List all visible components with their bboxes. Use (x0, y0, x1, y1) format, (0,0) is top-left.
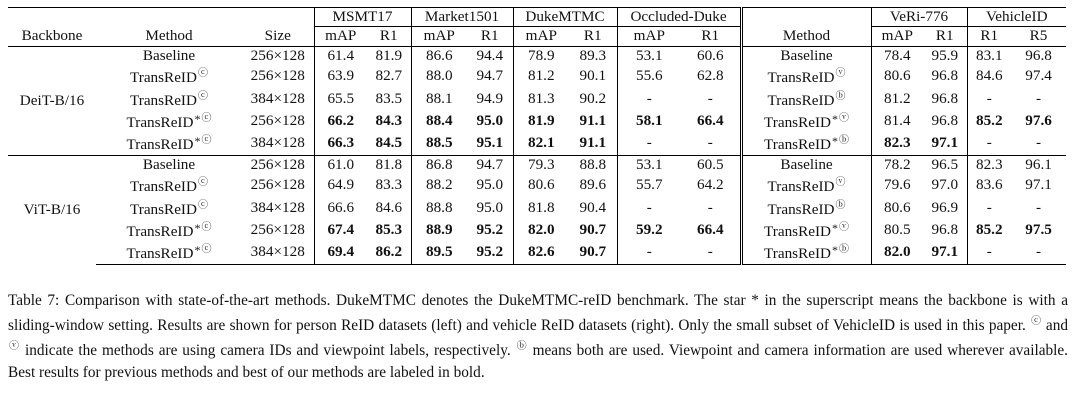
size-cell: 256×128 (250, 46, 305, 64)
info-symbol: ⓑ (839, 244, 849, 256)
value-cell: - (707, 134, 713, 152)
value-cell: 96.8 (931, 89, 959, 107)
value-cell: - (617, 132, 681, 155)
value-cell: 95.9 (931, 46, 959, 64)
group-header: DukeMTMC (513, 8, 617, 27)
camera-symbol: ⓒ (197, 68, 208, 80)
value-cell: 88.5 (411, 132, 467, 155)
value-cell: 84.5 (375, 134, 403, 152)
caption-text: and (1041, 317, 1068, 335)
method-cell (96, 88, 242, 110)
value-cell: 88.1 (411, 88, 467, 110)
value-cell: 85.2 (967, 110, 1011, 132)
value-cell: 90.4 (579, 198, 607, 216)
method-name: TransReID (767, 69, 835, 87)
value-cell: 53.1 (617, 46, 681, 65)
value-cell: 96.8 (931, 112, 959, 130)
method-name: TransReID (764, 245, 831, 263)
value-cell: - (617, 197, 681, 219)
value-cell: 96.8 (1025, 46, 1052, 64)
metric-header: mAP (411, 27, 467, 46)
value-cell: 97.1 (1025, 176, 1052, 194)
value-cell: 55.6 (617, 65, 681, 87)
column-header: Backbone (8, 27, 96, 46)
value-cell: 85.3 (375, 221, 403, 239)
info-symbol: ⓥ (835, 68, 846, 80)
method-cell (96, 197, 242, 219)
value-cell: 81.9 (375, 46, 403, 64)
sliding-window-star: * (194, 243, 201, 258)
camera-symbol: ⓒ (201, 222, 212, 234)
method-name: TransReID (764, 136, 831, 154)
size-cell: 256×128 (250, 221, 305, 239)
method-cell (96, 241, 242, 264)
value-cell: 61.0 (314, 155, 367, 174)
value-cell: 90.7 (579, 221, 607, 239)
value-cell: - (967, 197, 1011, 219)
value-cell: 96.9 (931, 198, 959, 216)
value-cell: 94.7 (467, 155, 513, 174)
value-cell: 66.4 (696, 221, 724, 239)
size-cell: 256×128 (250, 112, 305, 130)
method-name: TransReID (130, 178, 197, 196)
sliding-window-star: * (832, 112, 838, 127)
value-cell: 85.2 (967, 219, 1011, 241)
value-cell: 95.1 (476, 134, 504, 152)
method-cell (96, 219, 242, 241)
value-cell: 96.5 (923, 155, 967, 174)
camera-symbol: ⓒ (201, 244, 212, 256)
metric-header: mAP (314, 27, 367, 46)
value-cell: - (1036, 198, 1042, 216)
value-cell: 95.0 (476, 176, 504, 194)
value-cell: 82.0 (513, 219, 569, 241)
value-cell: 96.8 (931, 67, 959, 85)
value-cell: 66.3 (314, 132, 367, 155)
metric-header: mAP (617, 27, 681, 46)
size-cell: 384×128 (250, 134, 305, 152)
value-cell: - (707, 198, 713, 216)
method-name: Baseline (780, 155, 833, 173)
info-symbol: ⓥ (835, 177, 846, 189)
value-cell: 60.6 (696, 46, 724, 64)
sliding-window-star: * (194, 134, 201, 149)
vehicle-method-cell (741, 219, 871, 241)
value-cell: - (707, 89, 713, 107)
value-cell: 91.1 (579, 112, 607, 130)
vehicle-method-cell (741, 132, 871, 155)
value-cell: 90.1 (579, 67, 607, 85)
camera-symbol: ⓒ (197, 199, 208, 211)
table-row (8, 110, 1066, 132)
value-cell: 95.0 (476, 112, 504, 130)
metric-header: R1 (569, 27, 617, 46)
table-row (8, 46, 1066, 65)
value-cell: 97.4 (1025, 67, 1052, 85)
method-cell (96, 155, 242, 174)
size-cell: 256×128 (242, 155, 314, 174)
value-cell: 97.1 (923, 241, 967, 264)
metric-header: mAP (871, 27, 923, 46)
method-cell (96, 46, 242, 65)
value-cell: 82.1 (513, 132, 569, 155)
value-cell: 91.1 (579, 134, 607, 152)
value-cell: 65.5 (314, 88, 367, 110)
value-cell: - (1011, 241, 1066, 264)
vehicle-method-cell (741, 174, 871, 196)
method-name: Baseline (142, 46, 196, 64)
value-cell: 89.3 (579, 46, 607, 64)
value-cell: 79.3 (513, 155, 569, 174)
value-cell: 53.1 (617, 155, 681, 174)
value-cell: 64.2 (696, 176, 724, 194)
method-name: TransReID (130, 91, 197, 109)
value-cell: 80.6 (871, 197, 923, 219)
method-name: TransReID (130, 200, 197, 218)
value-cell: - (967, 88, 1011, 110)
value-cell: 83.6 (967, 174, 1011, 196)
sliding-window-star: * (832, 134, 838, 149)
value-cell: 83.1 (967, 46, 1011, 65)
value-cell: 69.4 (314, 241, 367, 264)
value-cell: 90.7 (569, 241, 617, 264)
value-cell: 90.2 (579, 89, 607, 107)
value-cell: - (967, 241, 1011, 264)
group-header: MSMT17 (314, 8, 411, 27)
group-header: Market1501 (411, 8, 513, 27)
value-cell: 88.0 (411, 65, 467, 87)
sliding-window-star: * (832, 243, 838, 258)
camera-symbol: ⓒ (197, 90, 208, 102)
value-cell: 97.6 (1025, 112, 1052, 130)
column-header: Method (96, 27, 242, 46)
value-cell: 81.3 (513, 88, 569, 110)
size-cell: 384×128 (242, 241, 314, 264)
method-name: TransReID (767, 91, 835, 109)
caption-text: indicate the methods are using camera IDs and viewpoint labels, respectively. (20, 342, 516, 360)
value-cell: - (617, 241, 681, 264)
method-name: TransReID (764, 114, 831, 132)
value-cell: 86.2 (367, 241, 411, 264)
value-cell: 78.2 (871, 155, 923, 174)
value-cell: 80.5 (871, 219, 923, 241)
vehicle-method-cell (741, 65, 871, 87)
value-cell: 84.6 (967, 65, 1011, 87)
header-row-groups (8, 8, 1066, 27)
method-name: TransReID (764, 223, 831, 241)
camera-symbol: ⓒ (201, 113, 212, 125)
value-cell: 78.9 (513, 46, 569, 65)
value-cell: 84.3 (375, 112, 403, 130)
value-cell: 66.6 (314, 197, 367, 219)
method-cell (96, 132, 242, 155)
table-row (8, 132, 1066, 155)
value-cell: 62.8 (696, 67, 724, 85)
table-caption (8, 290, 1068, 383)
value-cell: 61.4 (314, 46, 367, 65)
value-cell: 97.5 (1025, 221, 1052, 239)
value-cell: 89.6 (579, 176, 607, 194)
value-cell: 59.2 (617, 219, 681, 241)
info-symbol: ⓑ (839, 135, 849, 147)
value-cell: 88.2 (411, 174, 467, 196)
size-cell: 384×128 (250, 198, 305, 216)
group-header: Occluded-Duke (617, 8, 741, 27)
value-cell: 78.4 (871, 46, 923, 65)
value-cell: 94.7 (476, 67, 504, 85)
value-cell: 94.4 (476, 46, 504, 64)
viewpoint-symbol: ⓥ (9, 341, 21, 353)
value-cell: 88.4 (411, 110, 467, 132)
method-cell (96, 174, 242, 196)
value-cell: 94.9 (476, 89, 504, 107)
metric-header: R1 (923, 27, 967, 46)
value-cell: 88.8 (411, 197, 467, 219)
value-cell: 60.5 (681, 155, 741, 174)
info-symbol: ⓑ (835, 199, 846, 211)
vehicle-method-cell (741, 155, 871, 174)
table-row (8, 241, 1066, 264)
value-cell: 83.5 (375, 89, 403, 107)
table-row (8, 197, 1066, 219)
vehicle-method-cell (741, 88, 871, 110)
method-cell (96, 65, 242, 87)
size-cell: 384×128 (250, 89, 305, 107)
method-name: TransReID (767, 200, 835, 218)
vehicle-method-cell (741, 110, 871, 132)
size-cell: 256×128 (250, 176, 305, 194)
camera-symbol: ⓒ (197, 177, 208, 189)
value-cell: - (1036, 89, 1042, 107)
value-cell: 95.0 (476, 198, 504, 216)
info-symbol: ⓥ (839, 113, 849, 125)
both-symbol: ⓑ (516, 341, 528, 353)
sliding-window-star: * (194, 112, 201, 127)
value-cell: 88.8 (569, 155, 617, 174)
metric-header: R1 (367, 27, 411, 46)
caption-text: means both are used. Viewpoint and camera information are used wherever available. Best results for previous methods and best of our methods are labeled in bold. (8, 342, 1068, 381)
table-row (8, 219, 1066, 241)
value-cell: 58.1 (617, 110, 681, 132)
method-name: Baseline (780, 46, 833, 64)
table-row (8, 174, 1066, 196)
value-cell: 80.6 (871, 65, 923, 87)
value-cell: - (967, 132, 1011, 155)
method-name: TransReID (130, 69, 197, 87)
value-cell: 97.0 (931, 176, 959, 194)
method-name: TransReID (126, 136, 194, 154)
value-cell: - (1036, 134, 1042, 152)
value-cell: 81.2 (871, 88, 923, 110)
value-cell: 82.7 (375, 67, 403, 85)
metric-header: mAP (513, 27, 569, 46)
vehicle-method-cell (741, 241, 871, 264)
value-cell: - (617, 88, 681, 110)
value-cell: 95.2 (476, 221, 504, 239)
value-cell: 66.2 (314, 110, 367, 132)
size-cell: 256×128 (250, 67, 305, 85)
group-header: VeRi-776 (871, 8, 967, 27)
value-cell: 81.2 (513, 65, 569, 87)
column-header: Size (242, 27, 314, 46)
value-cell: 82.6 (513, 241, 569, 264)
caption-text: Table 7: Comparison with state-of-the-art methods. DukeMTMC denotes the DukeMTMC-reID benchmark. The star * in the superscript means the backbone is with a sliding-window setting. Results are shown for person ReID datasets (left) and vehicle ReID datasets (right). Only the small subset of VehicleID is used in this paper. (8, 292, 1068, 335)
value-cell: 64.9 (314, 174, 367, 196)
value-cell: 79.6 (871, 174, 923, 196)
value-cell: 81.4 (871, 110, 923, 132)
value-cell: 82.0 (871, 241, 923, 264)
value-cell: 80.6 (513, 174, 569, 196)
info-symbol: ⓥ (839, 222, 849, 234)
method-cell (96, 110, 242, 132)
value-cell: - (681, 241, 741, 264)
column-header: Method (741, 27, 871, 46)
metric-header: R1 (467, 27, 513, 46)
backbone-cell: DeiT-B/16 (19, 91, 85, 109)
value-cell: 86.8 (411, 155, 467, 174)
method-name: TransReID (126, 245, 194, 263)
value-cell: 81.8 (367, 155, 411, 174)
method-name: Baseline (142, 155, 196, 173)
method-name: TransReID (126, 114, 194, 132)
value-cell: 55.7 (617, 174, 681, 196)
group-header: VehicleID (967, 8, 1066, 27)
camera-symbol: ⓒ (201, 135, 212, 147)
value-cell: 82.3 (967, 155, 1011, 174)
header-row-metrics (8, 27, 1066, 46)
sliding-window-star: * (194, 221, 201, 236)
camera-symbol: ⓒ (1031, 316, 1042, 328)
value-cell: 67.4 (314, 219, 367, 241)
value-cell: 88.9 (411, 219, 467, 241)
value-cell: 81.9 (513, 110, 569, 132)
table-row (8, 155, 1066, 174)
value-cell: 86.6 (411, 46, 467, 65)
method-name: TransReID (126, 223, 194, 241)
vehicle-method-cell (741, 46, 871, 65)
metric-header: R1 (681, 27, 741, 46)
comparison-table (8, 7, 1066, 265)
value-cell: 84.6 (375, 198, 403, 216)
sliding-window-star: * (832, 221, 838, 236)
comparison-table-container (8, 7, 1066, 265)
value-cell: 97.1 (931, 134, 959, 152)
backbone-cell: ViT-B/16 (8, 155, 96, 264)
info-symbol: ⓑ (835, 90, 846, 102)
method-name: TransReID (767, 178, 835, 196)
value-cell: 82.3 (871, 132, 923, 155)
value-cell: 95.2 (467, 241, 513, 264)
value-cell: 96.1 (1011, 155, 1066, 174)
value-cell: 66.4 (696, 112, 724, 130)
table-row (8, 88, 1066, 110)
value-cell: 81.8 (513, 197, 569, 219)
metric-header: R5 (1011, 27, 1066, 46)
vehicle-method-cell (741, 197, 871, 219)
value-cell: 83.3 (375, 176, 403, 194)
metric-header: R1 (967, 27, 1011, 46)
value-cell: 89.5 (411, 241, 467, 264)
value-cell: 63.9 (314, 65, 367, 87)
table-row (8, 65, 1066, 87)
value-cell: 96.8 (931, 221, 959, 239)
